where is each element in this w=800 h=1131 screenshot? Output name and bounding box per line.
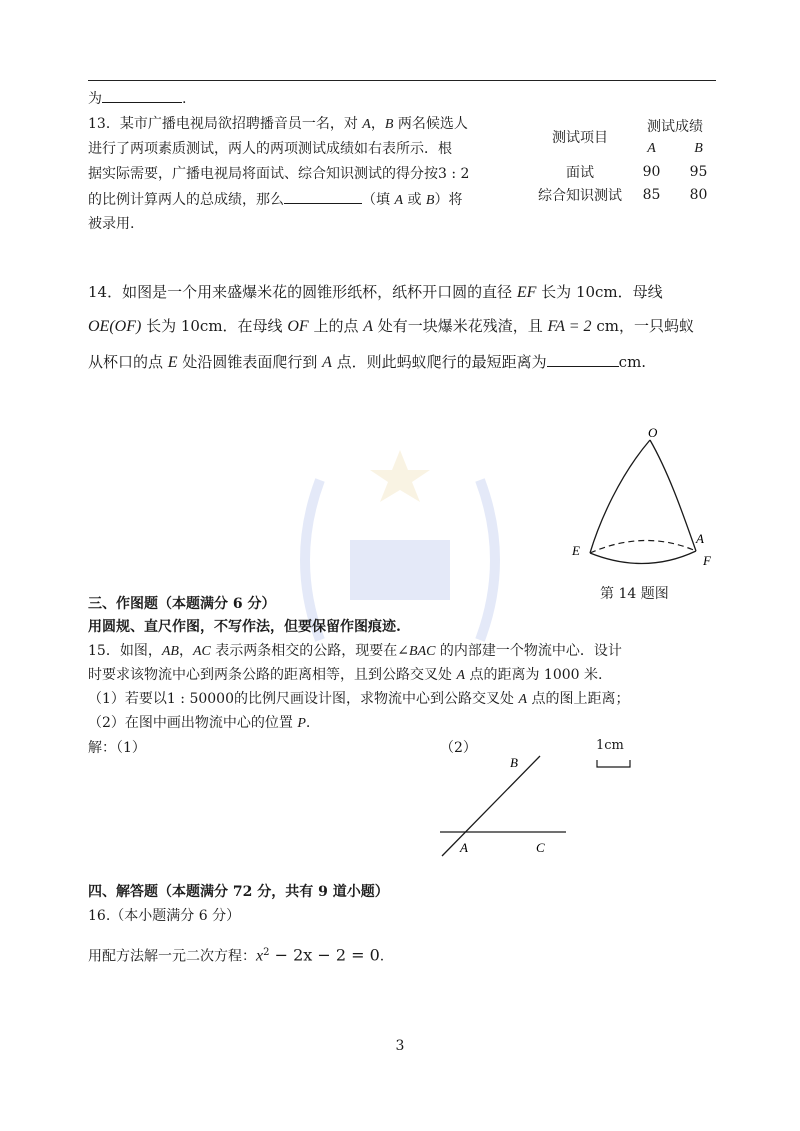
q13-line4: 的比例计算两人的总成绩，那么 （填 A 或 B）将 — [88, 187, 462, 213]
figure-14-caption: 第 14 题图 — [600, 586, 669, 602]
q14-line1: 14．如图是一个用来盛爆米花的圆锥形纸杯，纸杯开口圆的直径 EF 长为 10cm．母线 — [88, 283, 663, 301]
scale-bar — [596, 758, 632, 770]
table-row: 综合知识测试 85 80 — [538, 186, 708, 204]
label-o: O — [648, 425, 658, 440]
q15-line2: 时要求该物流中心到两条公路的距离相等，且到公路交叉处 A 点的距离为 1000 米. — [88, 667, 603, 683]
road-ab — [442, 756, 540, 856]
q13-line2: 进行了两项素质测试，两人的两项测试成绩如右表所示．根 — [88, 141, 452, 157]
table-row: 面试 90 95 — [566, 163, 708, 181]
page-number: 3 — [395, 1038, 405, 1054]
q14-line2: OE(OF) 长为 10cm．在母线 OF 上的点 A 处有一块爆米花残渣，且 FA = 2 cm，一只蚂蚁 — [88, 317, 694, 335]
section3-title: 三、作图题（本题满分 6 分） — [88, 596, 276, 612]
roads-figure — [430, 750, 580, 860]
scale-label: 1cm — [596, 738, 624, 753]
cone-figure — [560, 425, 730, 585]
q14-line3: 从杯口的点 E 处沿圆锥表面爬行到 A 点．则此蚂蚁爬行的最短距离为 cm. — [88, 350, 646, 375]
q16-text: 用配方法解一元二次方程：$x^2 - 2x - 2 = 0$. — [88, 945, 385, 965]
cone-base-front — [590, 551, 696, 564]
q15-line1: 15．如图，AB，AC 表示两条相交的公路，现要在∠BAC 的内部建一个物流中心．设计 — [88, 643, 622, 659]
col-b: B — [694, 140, 703, 156]
q13-line1: 13．某市广播电视局欲招聘播音员一名，对 A，B 两名候选人 — [88, 116, 468, 132]
header-score: 测试成绩 — [647, 118, 703, 135]
score-table — [532, 114, 722, 206]
section4-title: 四、解答题（本题满分 72 分，共有 9 道小题） — [88, 884, 389, 900]
label-e: E — [572, 543, 580, 558]
cone-left-edge — [590, 440, 650, 553]
header-item: 测试项目 — [552, 130, 608, 146]
section3-instruction: 用圆规、直尺作图，不写作法，但要保留作图痕迹. — [88, 619, 401, 635]
label-f: F — [703, 553, 711, 568]
cone-right-edge — [650, 440, 696, 551]
col-a: A — [647, 140, 656, 156]
label-a2: A — [460, 840, 468, 855]
label-b: B — [510, 755, 518, 770]
cone-base-back — [590, 540, 696, 553]
q15-part2: （2） — [440, 740, 477, 756]
q16-label: 16.（本小题满分 6 分） — [88, 908, 241, 924]
label-c: C — [536, 840, 545, 855]
q15-answer: 解：（1） — [88, 740, 146, 756]
top-rule — [88, 80, 716, 81]
q15-sub2: （2）在图中画出物流中心的位置 P. — [88, 715, 311, 731]
q12-tail: 为 . — [88, 86, 186, 111]
q13-line5: 被录用. — [88, 216, 135, 232]
label-a: A — [696, 531, 704, 546]
q13-line3: 据实际需要，广播电视局将面试、综合知识测试的得分按3 : 2 — [88, 166, 470, 182]
q15-sub1: （1）若要以1 : 50000的比例尺画设计图，求物流中心到公路交叉处 A 点的图上距离； — [88, 691, 630, 707]
